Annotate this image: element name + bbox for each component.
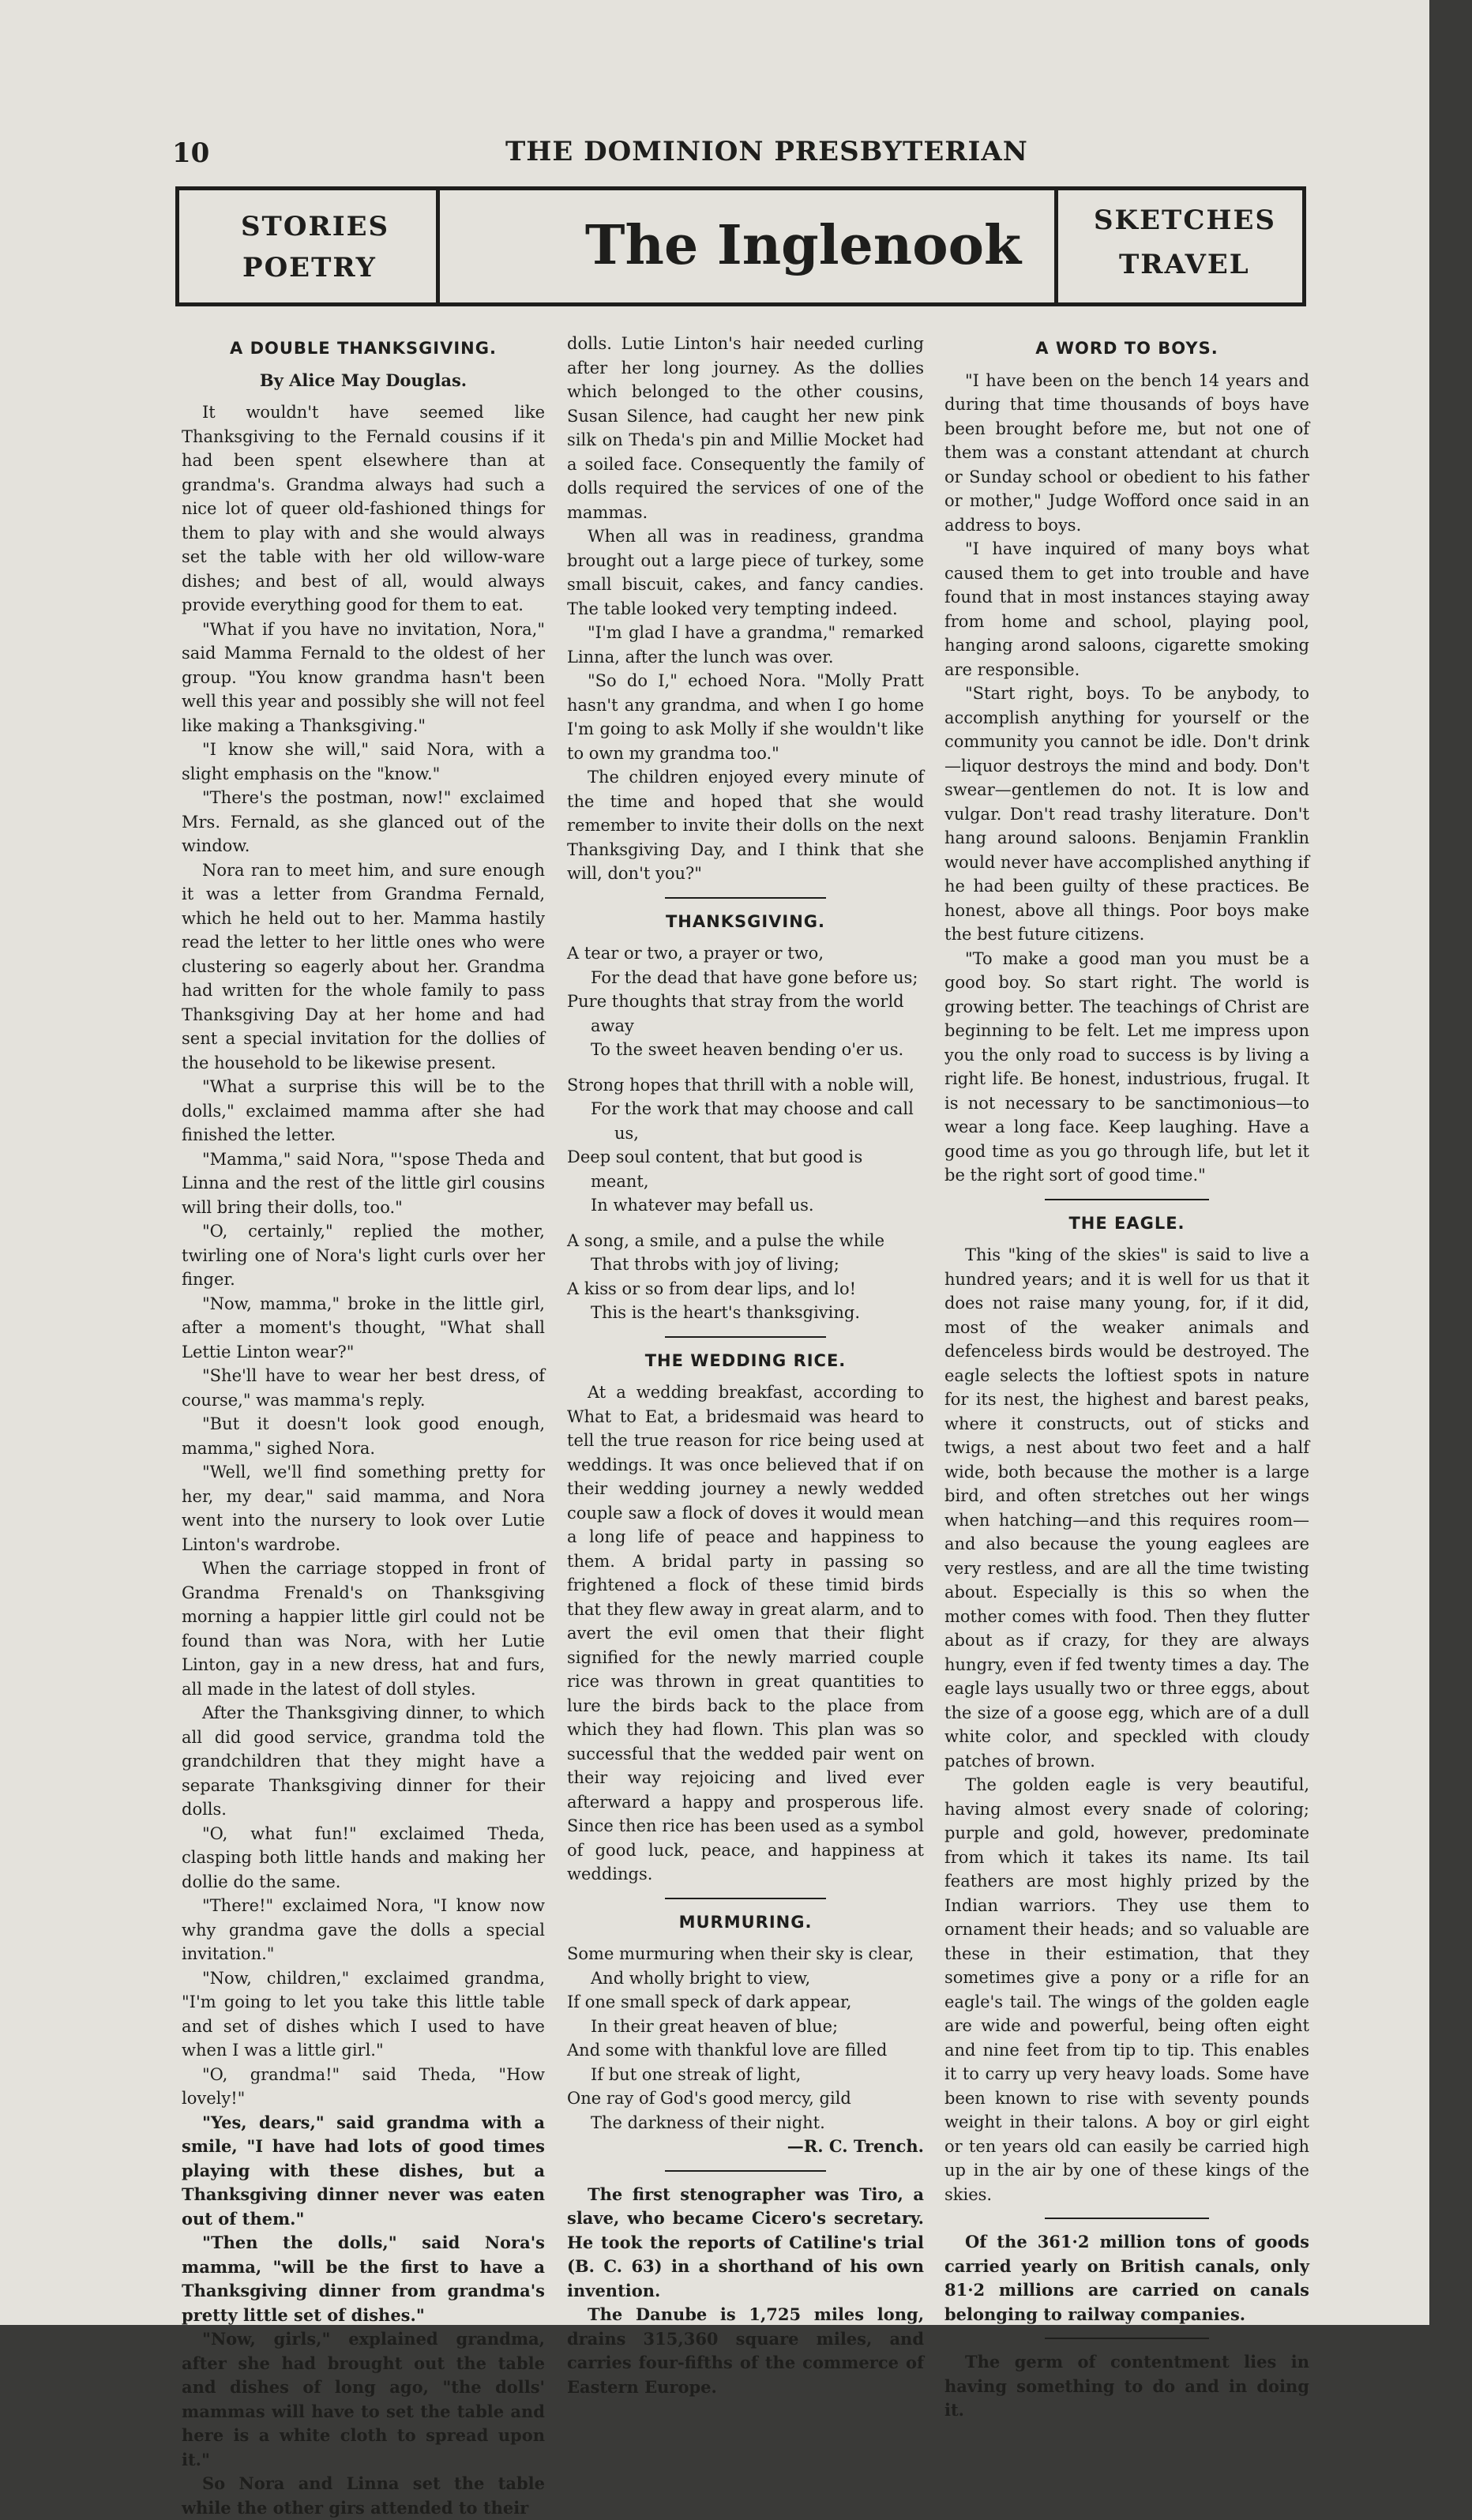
paragraph: "She'll have to wear her best dress, of course," was mamma's reply. [182, 1366, 545, 1410]
paragraph: "I know she will," said Nora, with a slight emphasis on the "know." [182, 740, 545, 783]
poem-line: In their great heaven of blue; [591, 2016, 839, 2036]
poem-line: Some murmuring when their sky is clear, [567, 1944, 914, 1963]
rule [1045, 2218, 1209, 2219]
poem-line: To the sweet heaven bending o'er us. [591, 1040, 904, 1059]
poem-line: For the work that may choose and call us, [591, 1099, 914, 1143]
banner-label-travel: TRAVEL [1119, 249, 1250, 280]
poem-line: Pure thoughts that stray from the world away [567, 992, 904, 1035]
paragraph: "I have been on the bench 14 years and during that time thousands of boys have been brought before me, but not one of them was a constant attendant at church or Sunday school or obedient to his father or mother," Judge Wofford once said in an address to boys. [944, 370, 1309, 535]
paragraph: "I'm glad I have a grandma," remarked Linna, after the lunch was over. [567, 623, 924, 667]
paragraph: "What a surprise this will be to the dolls," exclaimed mamma after she had finished the letter. [182, 1077, 545, 1144]
paragraph: "Start right, boys. To be anybody, to accomplish anything for yourself or the community you cannot be idle. Don't drink—liquor destroys the mind and body. Don't swear—gentlemen do not. It is low and vulgar. Don't read trashy literature. Don't hang around saloons. Benjamin Franklin would never have accomplished anything if he had been guilty of these practices. Be honest, above all things. Poor boys make the best future citizens. [944, 684, 1309, 944]
section-banner [175, 186, 1306, 306]
poem-line: This is the heart's thanksgiving. [591, 1303, 861, 1322]
paragraph: Nora ran to meet him, and sure enough it was a letter from Grandma Fernald, which he held out to her. Mamma hastily read the letter to her little ones who were clustering so eagerly about her. Grandma had written for the whole family to pass Thanksgiving Day at her home and had sent a special invitation for the dollies of the household to be likewise present. [182, 860, 545, 1072]
paragraph: So Nora and Linna set the table while the other girs attended to their [182, 2473, 545, 2518]
article-title: A WORD TO BOYS. [1035, 339, 1219, 358]
paragraph: "Now, mamma," broke in the little girl, after a moment's thought, "What shall Lettie Linton wear?" [182, 1294, 545, 1361]
paragraph: Of the 361·2 million tons of goods carried yearly on British canals, only 81·2 millions are carried on canals belonging to railway companies. [944, 2232, 1309, 2324]
poem-title: MURMURING. [678, 1912, 813, 1932]
rule [665, 1898, 825, 1899]
paragraph: The children enjoyed every minute of the time and hoped that she would remember to invite their dolls on the next Thanksgiving Day, and I think that she will, don't you?" [567, 768, 924, 883]
rule [665, 2170, 825, 2172]
paragraph: "Then the dolls," said Nora's mamma, "will be the first to have a Thanksgiving dinner from grandma's pretty little set of dishes." [182, 2233, 545, 2325]
banner-label-poetry: POETRY [242, 252, 377, 284]
article-byline: By Alice May Douglas. [259, 370, 468, 390]
paragraph: "Mamma," said Nora, "'spose Theda and Linna and the rest of the little girl cousins will bring their dolls, too." [182, 1149, 545, 1217]
paragraph: When the carriage stopped in front of Grandma Frenald's on Thanksgiving morning a happier little girl could not be found than was Nora, with her Lutie Linton, gay in a new dress, hat and furs, all made in the latest of doll styles. [182, 1559, 545, 1699]
paragraph: It wouldn't have seemed like Thanksgiving to the Fernald cousins if it had been spent elsewhere than at grandma's. Grandma always had such a nice lot of queer old-fashioned things for them to play with and she would always set the table with her old willow-ware dishes; and best of all, would always provide everything good for them to eat. [182, 403, 545, 614]
poem-line: And some with thankful love are filled [567, 2041, 888, 2060]
poem-line: Strong hopes that thrill with a noble will, [567, 1075, 914, 1095]
paragraph: "O, what fun!" exclaimed Theda, clasping both little hands and making her dollie do the same. [182, 1823, 545, 1891]
poem-line: A song, a smile, and a pulse the while [567, 1230, 885, 1250]
poem-thanksgiving [567, 941, 924, 1325]
section-title: The Inglenook [584, 214, 1022, 277]
article-title: THE EAGLE. [1068, 1213, 1185, 1233]
poem-line: For the dead that have gone before us; [591, 967, 918, 987]
rule [1045, 1199, 1209, 1200]
paragraph: "I have inquired of many boys what caused them to get into trouble and have found that in most instances staying away from home and school, playing pool, hanging arond saloons, cigarette smoking are responsible. [944, 539, 1309, 679]
paragraph: At a wedding breakfast, according to What to Eat, a bridesmaid was heard to tell the true reason for rice being used at weddings. It was once believed that if on their wedding journey a newly wedded couple saw a flock of doves it would mean a long life of peace and happiness to them. A bridal party in passing so frightened a flock of these timid birds that they flew away in great alarm, and to avert the evil omen that their flight signified for the newly married couple rice was thrown in great quantities to lure the birds back to the place from which they had flown. This plan was so successful that the wedded pair went on their way rejoicing and lived ever afterward a happy and prosperous life. Since then rice has been used as a symbol of good luck, peace, and happiness at weddings. [567, 1383, 924, 1883]
poem-line: That throbs with joy of living; [591, 1255, 839, 1274]
paragraph: This "king of the skies" is said to live a hundred years; and it is well for us that it does not raise many young, for, if it did, most of the weaker animals and defenceless birds would be destroyed. The eagle selects the loftiest spots in nature for its nest, the highest and barest peaks, where it constructs, out of sticks and twigs, a nest about two feet and a half wide, both because the mother is a large bird, and often stretches out her wings when hatching—and this requires room—and also because the young eaglees are very restless, and are all the time twisting about. Especially is this so when the mother comes with food. Then they flutter about as if crazy, for they are always hungry, even if fed twenty times a day. The eagle lays usually two or three eggs, about the size of a goose egg, which are of a dull white color, and speckled with cloudy patches of brown. [944, 1245, 1309, 1771]
poem-line: One ray of God's good mercy, gild [567, 2089, 851, 2108]
article-title: A DOUBLE THANKSGIVING. [230, 339, 497, 358]
paragraph: When all was in readiness, grandma brought out a large piece of turkey, some small biscuit, cakes, and fancy candies. The table looked very tempting indeed. [567, 527, 924, 618]
paragraph: "There!" exclaimed Nora, "I know now why grandma gave the dolls a special invitation." [182, 1896, 545, 1963]
poem-line: A kiss or so from dear lips, and lo! [567, 1279, 857, 1298]
poem-line: Deep soul content, that but good is meant, [567, 1147, 863, 1191]
poem-title: THANKSGIVING. [665, 911, 826, 931]
column-1 [182, 332, 545, 2520]
paragraph: The germ of contentment lies in having something to do and in doing it. [944, 2352, 1309, 2420]
page-number: 10 [172, 137, 210, 169]
rule [665, 1336, 825, 1338]
paragraph: The golden eagle is very beautiful, having almost every snade of coloring; purple and gold, however, predominate from which it takes its name. Its tail feathers are most highly prized by the Indian warriors. They use them to ornament their heads; and so valuable are these in their estimation, that they sometimes give a pony or a rifle for an eagle's tail. The wings of the golden eagle are wide and powerful, being often eight and nine feet from tip to tip. This enables it to carry up very heavy loads. Some have been known to rise with seventy pounds weight in their talons. A boy or girl eight or ten years old can easily be carried high up in the air by one of these kings of the skies. [944, 1775, 1309, 2204]
paragraph: "So do I," echoed Nora. "Molly Pratt hasn't any grandma, and when I go home I'm going to ask Molly if she wouldn't like to own my grandma too." [567, 671, 924, 763]
paragraph: "Now, girls," explained grandma, after she had brought out the table and dishes of long ago, "the dolls' mammas will have to set the table and here is a white cloth to spread upon it." [182, 2329, 545, 2469]
banner-label-sketches: SKETCHES [1094, 205, 1276, 236]
rule [665, 897, 825, 899]
paragraph: dolls. Lutie Linton's hair needed curling after her long journey. As the dollies which belonged to the other cousins, Susan Silence, had caught her new pink silk on Theda's pin and Millie Mocket had a soiled face. Consequently the family of dolls required the services of one of the mammas. [567, 334, 924, 522]
paragraph: "O, certainly," replied the mother, twirling one of Nora's light curls over her finger. [182, 1222, 545, 1289]
paragraph: "O, grandma!" said Theda, "How lovely!" [182, 2064, 545, 2108]
poem-line: If but one streak of light, [591, 2064, 802, 2084]
poem-attribution: —R. C. Trench. [787, 2136, 924, 2156]
paragraph: "There's the postman, now!" exclaimed Mrs. Fernald, as she glanced out of the window. [182, 788, 545, 855]
poem-line: In whatever may befall us. [591, 1196, 814, 1215]
column-3 [944, 332, 1309, 2423]
paragraph: "To make a good man you must be a good boy. So start right. The world is growing better. The teachings of Christ are beginning to be felt. Let me impress upon you the only road to success is by living a right life. Be honest, industrious, frugal. It is not necessary to be sanctimonious—to wear a long face. Keep laughing. Have a good time as you go through life, but let it be the right sort of good time." [944, 948, 1309, 1185]
paragraph: The first stenographer was Tiro, a slave, who became Cicero's secretary. He took the reports of Catiline's trial (B. C. 63) in a shorthand of his own invention. [567, 2184, 924, 2300]
paragraph: The Danube is 1,725 miles long, drains 315,360 square miles, and carries four-fifths of the commerce of Eastern Europe. [567, 2304, 924, 2397]
paragraph: "Well, we'll find something pretty for her, my dear," said mamma, and Nora went into the nursery to look over Lutie Linton's wardrobe. [182, 1463, 545, 1554]
rule [1045, 2338, 1209, 2339]
paragraph: "What if you have no invitation, Nora," said Mamma Fernald to the oldest of her group. "You know grandma hasn't been well this year and possibly she will not feel like making a Thanksgiving." [182, 619, 545, 735]
column-2 [567, 332, 924, 2399]
poem-line: The darkness of their night. [591, 2113, 825, 2132]
banner-divider-right [1054, 190, 1058, 302]
poem-murmuring [567, 1942, 924, 2135]
banner-divider-left [436, 190, 440, 302]
poem-line: If one small speck of dark appear, [567, 1992, 852, 2011]
poem-line: And wholly bright to view, [591, 1968, 811, 1988]
paragraph: "But it doesn't look good enough, mamma," sighed Nora. [182, 1414, 545, 1458]
paragraph: "Now, children," exclaimed grandma, "I'm going to let you take this little table and set of dishes which I used to have when I was a little girl." [182, 1968, 545, 2060]
poem-line: A tear or two, a prayer or two, [567, 944, 824, 963]
article-title: THE WEDDING RICE. [644, 1350, 847, 1370]
paragraph: After the Thanksgiving dinner, to which all did good service, grandma told the grandchildren that they might have a separate Thanksgiving dinner for their dolls. [182, 1703, 545, 1819]
paragraph: "Yes, dears," said grandma with a smile, "I have had lots of good times playing with these dishes, but a Thanksgiving dinner never was eaten out of them." [182, 2112, 545, 2229]
running-head: THE DOMINION PRESBYTERIAN [505, 136, 1028, 167]
banner-label-stories: STORIES [241, 211, 390, 242]
